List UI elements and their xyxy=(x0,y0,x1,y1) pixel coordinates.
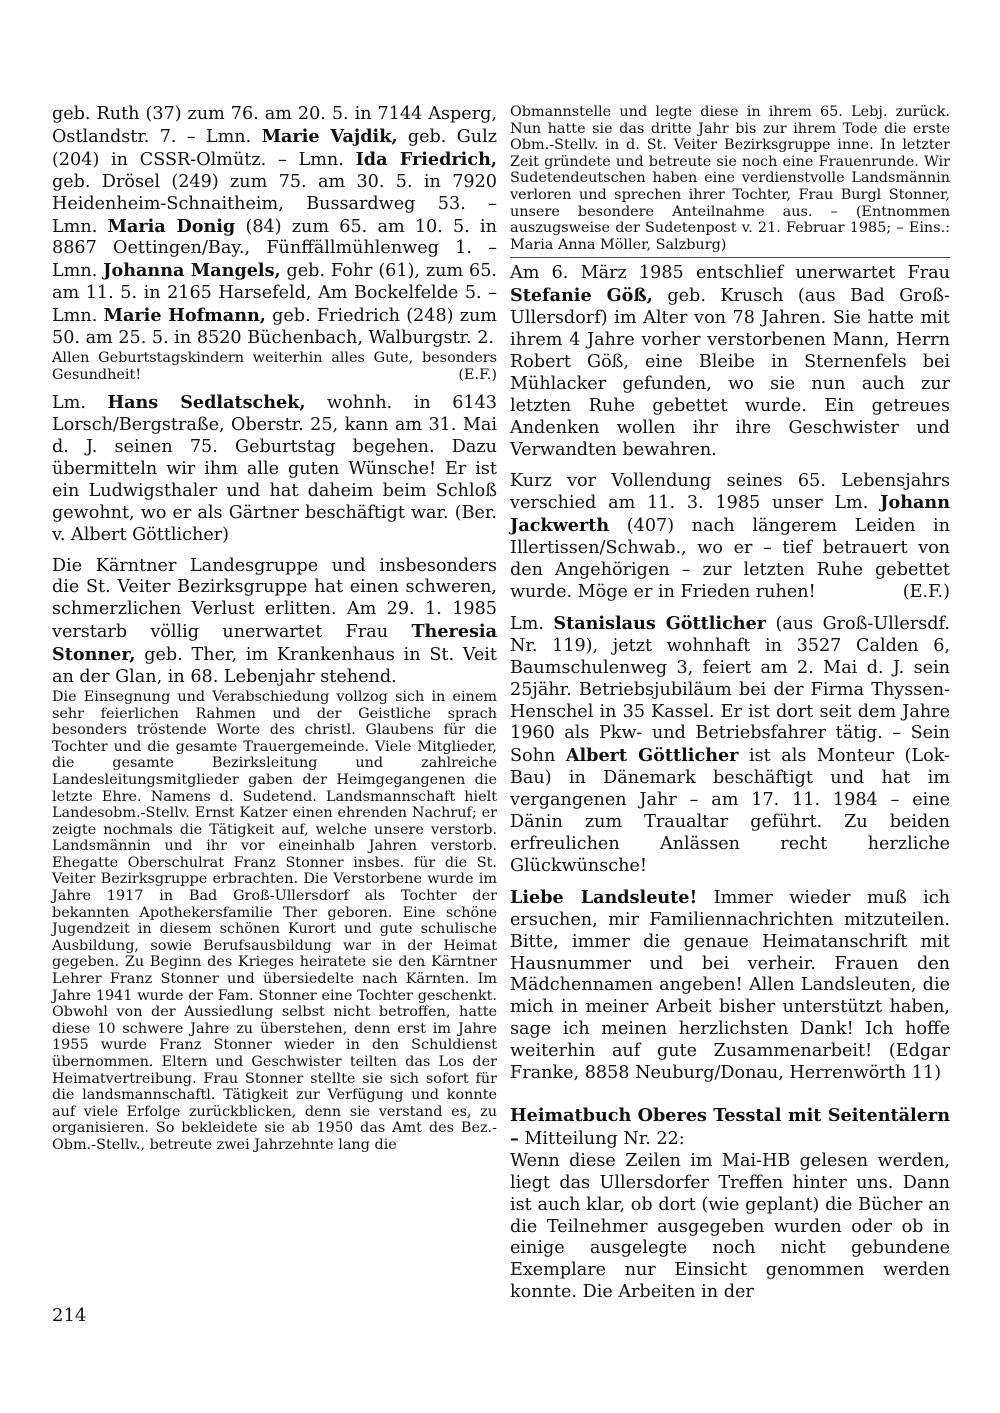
jackwerth-paragraph xyxy=(510,471,950,604)
name-highlight: Johanna Mangels, xyxy=(103,260,281,282)
stonner-body-paragraph: Die Einsegnung und Verabschiedung vollzog sich in einem sehr feierlichen Rahmen und der Geistliche sprach besonders tröstende Worte des christl. Glaubens für die Tochter und die gesamte Trauergemeinde. Viele Mitglieder, die gesamte Bezirksleitung und zahlreiche Landesleitungsmitglieder gaben der Heimgegangenen die letzte Ehre. Namens d. Sudetend. Landsmannschaft hielt Landesobm.-Stellv. Ernst Katzer einen ehrenden Nachruf; er zeigte nochmals die Tätigkeit auf, welche unsere verstorb. Landsmännin und ihr vor eineinhalb Jahren verstorb. Ehegatte Oberschulrat Franz Stonner insbes. für die St. Veiter Bezirksgruppe erbrachten. Die Verstorbene wurde im Jahre 1917 in Bad Groß-Ullersdorf als Tochter der bekannten Apothekersfamilie Ther geboren. Eine schöne Jugendzeit in diesem schönen Kurort und gute schulische Ausbildung, sowie Berufsausbildung war in der Heimat gegeben. Zu Beginn des Krieges heiratete sie den Kärntner Lehrer Franz Stonner und übersiedelte nach Kärnten. Im Jahre 1941 wurde der Fam. Stonner eine Tochter geschenkt. Obwohl von der Aussiedlung selbst nicht betroffen, hatte diese 10 schwere Jahre zu überstehen, denn erst im Jahre 1955 wurde Franz Stonner wieder in den Schuldienst übernommen. Eltern und Geschwister teilten das Los der Heimatvertreibung. Frau Stonner stellte sie sich sofort für die landsmannschaftl. Tätigkeit zur Verfügung und konnte auf viele Erfolge zurückblicken, denn sie verstand es, zu organisieren. So bekleidete sie ab 1950 das Amt des Bez.-Obm.-Stellv., betreute zwei Jahrzehnte lang die xyxy=(52,688,497,1153)
text-run: geb. Ther, im Krankenhaus in St. Veit an der Glan, in 68. Lebenjahr stehend. xyxy=(52,645,497,688)
text-run: geb. Ruth (37) zum 76. am 20. 5. in 7144 Asperg, Ostlandstr. 7. – Lmn. xyxy=(52,104,497,147)
text-run: (407) nach längerem Leiden in Illertissen/Schwab., wo er – tief betrauert von den Angehörigen – zur letzten Ruhe gebettet wurde. Möge er in Frieden ruhen! xyxy=(510,516,950,603)
name-highlight: Liebe Landsleute! xyxy=(510,886,698,908)
heimatbuch-body: Wenn diese Zeilen im Mai-HB gelesen werden, liegt das Ullersdorfer Treffen hinter uns. Dann ist auch klar, ob dort (wie geplant) die Bücher an die Teilnehmer ausgegeben wurden oder ob in einige ausgelegte noch nicht gebundene Exemplare nur Einsicht genommen werden konnte. Die Arbeiten in der xyxy=(510,1150,950,1303)
birthday-wishes xyxy=(52,350,497,383)
goess-paragraph xyxy=(510,263,950,461)
stonner-intro-paragraph xyxy=(52,556,497,689)
jackwerth-text xyxy=(510,471,950,603)
text-run: (84) zum 65. am 10. 5. in 8867 Oettingen/Bay., Fünffällmühlenweg 1. – Lmn. xyxy=(52,216,497,282)
stonner-continuation: Obmannstelle und legte diese in ihrem 65. Lebj. zurück. Nun hatte sie das dritte Jahr bis zur ihrem Tode die erste Obm.-Stellv. in d. St. Veiter Bezirksgruppe inne. In letzter Zeit gründete und betreute sie noch eine Frauenrunde. Wir Sudetendeutschen haben eine verdienstvolle Landsmännin verloren und sprechen ihrer Tochter, Frau Burgl Stonner, unsere besondere Anteilnahme aus. – (Entnommen auszugsweise der Sudetenpost v. 21. Februar 1985; – Eins.: Maria Anna Möller, Salzburg) xyxy=(510,104,950,253)
text-run: geb. Krusch (aus Bad Groß-Ullersdorf) im Alter von 78 Jahren. Sie hatte mit ihrem 4 Jahre vorher verstorbenen Mann, Herrn Robert Göß, eine Bleibe in Sternenfels bei Mühlacker gefunden, wo sie nun auch zur letzten Ruhe gebettet wurde. Ein getreues Andenken wollen ihr ihre Geschwister und Verwandten bewahren. xyxy=(510,286,950,460)
name-highlight: Ida Friedrich, xyxy=(355,148,497,170)
text-run: geb. Friedrich (248) zum 50. am 25. 5. in 8520 Büchenbach, Walburgstr. 2. xyxy=(52,306,497,349)
text-run: Mitteilung Nr. 22: xyxy=(518,1128,685,1149)
text-run: wohnh. in 6143 Lorsch/Bergstraße, Oberstr. 25, kann am 31. Mai d. J. seinen 75. Geburtstag begehen. Dazu übermitteln wir ihm alle guten Wünsche! Er ist ein Ludwigsthaler und hat daheim beim Schloß gewohnt, wo er als Gärtner beschäftigt war. (Ber. v. Albert Göttlicher) xyxy=(52,393,497,545)
sedlatschek-paragraph xyxy=(52,392,497,546)
heimatbuch-heading xyxy=(510,1105,950,1151)
text-run: ist als Monteur (Lok-Bau) in Dänemark beschäftigt und hat im vergangenen Jahr – am 17. 11. 1984 – eine Dänin zum Traualtar geführt. Zu beiden erfreulichen Anlässen recht herzliche Glückwünsche! xyxy=(510,746,950,876)
name-highlight: Johann Jackwerth xyxy=(510,492,950,537)
name-highlight: Heimatbuch Oberes Tesstal mit Seitentälern – xyxy=(510,1104,950,1149)
birthday-signature: (E.F.) xyxy=(458,366,497,383)
right-column xyxy=(510,104,950,1304)
text-run: geb. Gulz (204) in CSSR-Olmütz. – Lmn. xyxy=(52,126,497,170)
left-column xyxy=(52,104,497,1154)
name-highlight: Stanislaus Göttlicher xyxy=(553,612,767,634)
birthday-paragraph xyxy=(52,104,497,350)
name-highlight: Hans Sedlatschek, xyxy=(107,392,306,414)
page-number: 214 xyxy=(52,1305,87,1326)
goettlicher-paragraph xyxy=(510,613,950,878)
text-run: Lm. xyxy=(52,393,108,414)
text-run: (aus Groß-Ullersdf. Nr. 119), jetzt wohnhaft in 3527 Calden 6, Baumschulenweg 3, feiert am 2. Mai d. J. sein 25jähr. Betriebsjubiläum bei der Firma Thyssen-Henschel in 35 Kassel. Er ist dort seit dem Jahre 1960 als Pkw- und Betriebsfahrer tätig. – Sein Sohn xyxy=(510,613,951,767)
text-run: Lm. xyxy=(510,613,554,634)
text-run: Die Kärntner Landesgruppe und insbesonders die St. Veiter Bezirksgruppe hat einen schweren, schmerzlichen Verlust erlitten. Am 29. 1. 1985 verstarb völlig unerwartet Frau xyxy=(52,555,497,643)
text-run: Immer wieder muß ich ersuchen, mir Familiennachrichten mitzuteilen. Bitte, immer die genaue Heimatanschrift mit Hausnummer und bei verheir. Frauen den Mädchennamen angeben! Allen Landsleuten, die mich in meiner Arbeit bisher unterstützt haben, sage ich meinen herzlichsten Dank! Ich hoffe weiterhin auf gute Zusammenarbeit! (Edgar Franke, 8858 Neuburg/Donau, Herrenwörth 11) xyxy=(510,887,950,1084)
jackwerth-signature: (E.F.) xyxy=(902,582,950,603)
text-run: Am 6. März 1985 entschlief unerwartet Frau xyxy=(510,263,950,284)
section-divider xyxy=(510,257,950,258)
name-highlight: Theresia Stonner, xyxy=(52,621,497,666)
text-run: Kurz vor Vollendung seines 65. Lebensjahrs verschied am 11. 3. 1985 unser Lm. xyxy=(510,470,950,514)
name-highlight: Maria Donig xyxy=(107,215,236,237)
name-highlight: Marie Vajdik, xyxy=(261,125,398,147)
landsleute-paragraph xyxy=(510,887,950,1085)
text-run: geb. Fohr (61), zum 65. am 11. 5. in 2165 Harsefeld, Am Bockelfelde 5. – Lmn. xyxy=(52,261,497,327)
name-highlight: Stefanie Göß, xyxy=(510,285,653,307)
birthday-wishes-text: Allen Geburtstagskindern weiterhin alles Gute, besonders Gesundheit! xyxy=(52,349,497,383)
name-highlight: Albert Göttlicher xyxy=(565,745,739,767)
text-run: geb. Drösel (249) zum 75. am 30. 5. in 7920 Heidenheim-Schnaitheim, Bussardweg 53. – Lmn. xyxy=(52,171,497,237)
name-highlight: Marie Hofmann, xyxy=(103,305,266,327)
